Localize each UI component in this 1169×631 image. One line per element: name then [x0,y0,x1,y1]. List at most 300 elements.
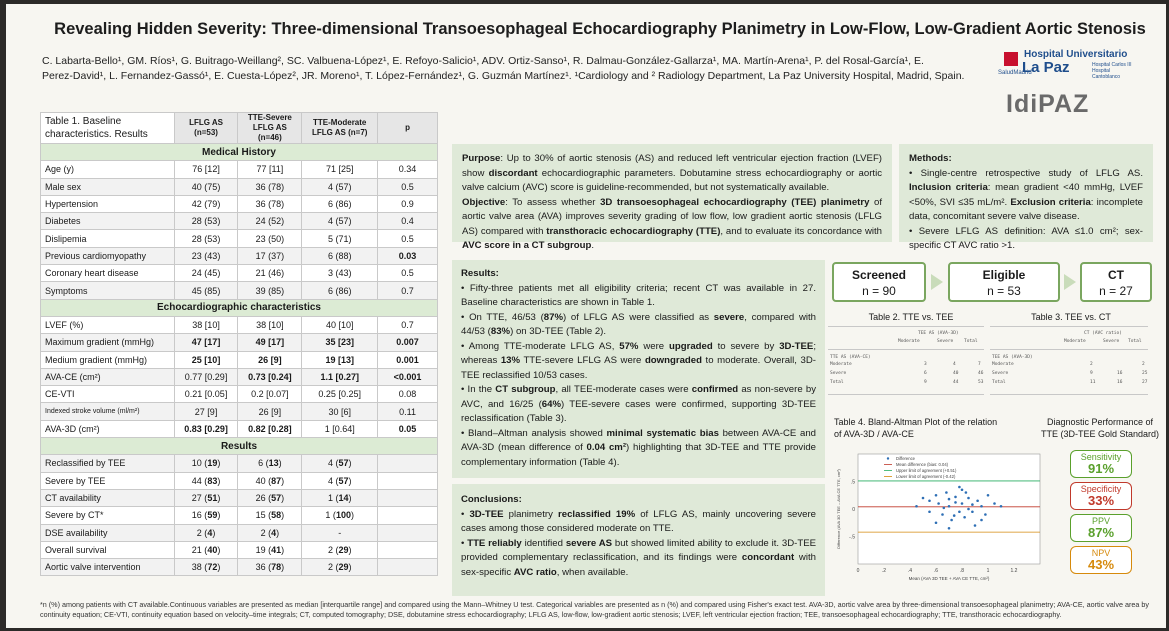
data-point [950,519,953,522]
results-bullet [461,383,816,427]
results-text: ) TEE-severe cases were confirmed, supporting 3D-TEE reclassification (Table 3). [461,398,816,424]
results-bullet: • Fifty-three patients met all eligibility criteria; recent CT was available in 27. Baseline characteristics are shown in Table 1. [461,282,816,308]
objective-text: : To assess whether [505,196,601,208]
hospital-logo-small: Hospital Carlos III Hospital Cantoblanco [1092,62,1132,80]
legend-entry: Upper limit of agreement (+0.51) [896,468,957,473]
table-cell: 46 [978,371,984,376]
table-2-group-header: TEE AS (AVA-3D) [918,331,959,336]
table-cell: 49 [17] [238,334,302,351]
bland-altman-plot [832,446,1050,586]
table-cell: 2 (4) [174,524,238,541]
data-point [937,502,940,505]
table-cell: 28 (53) [174,230,238,247]
table-row [41,455,438,472]
flow-eligible [948,262,1060,302]
flow-screened-label: Screened [851,268,907,282]
table-cell: 0.9 [378,195,438,212]
poster-title: Revealing Hidden Severity: Three-dimensional Transoesophageal Echocardiography Planimetry in Low-Flow, Low-Gradient Aortic Stenosis [54,20,1146,38]
table-cell: 2 (4) [238,524,302,541]
data-point [953,514,956,517]
flow-ct-label: CT [1108,268,1124,282]
results-text: 0.04 cm² [586,442,627,453]
table-cell: 42 (79) [174,195,238,212]
table-cell: 0.5 [378,265,438,282]
data-point [954,501,957,504]
results-text: minimal systematic bias [606,427,719,439]
conclusions-text: identified [521,537,566,549]
table-cell: 47 [17] [174,334,238,351]
row-label: DSE availability [41,524,175,541]
data-point [987,494,990,497]
conclusions-text: , when available. [556,566,629,578]
table-row [41,213,438,230]
table-row [41,472,438,489]
data-point [928,499,931,502]
row-label: Severe [830,371,847,376]
table-cell [378,472,438,489]
table-cell: 40 (87) [238,472,302,489]
table-cell: 24 (45) [174,265,238,282]
results-text: , compared with 44/53 ( [461,311,817,337]
table-cell: 36 (78) [238,559,302,576]
row-label: Total [830,380,844,385]
table-1-caption: Table 1. Baseline characteristics. Results [41,113,175,144]
results-text: between AVA-CE and AVA-3D (mean difference of [461,427,816,453]
divider [828,394,984,395]
table-2-caption: Table 2. TTE vs. TEE [868,312,954,322]
conclusions-text: reclassified 19% [558,508,636,520]
table-cell: 27 [9] [174,403,238,420]
table-cell: 4 (57) [302,178,378,195]
data-point [958,510,961,513]
row-label: Hypertension [41,195,175,212]
results-bullet [461,427,816,471]
table-cell: 30 [6] [302,403,378,420]
table-cell: 21 (46) [238,265,302,282]
table-cell: 11 [1090,380,1096,385]
table-row [41,507,438,524]
table-cell: 0.05 [378,420,438,437]
hospital-logo [996,48,1136,80]
table-cell: 6 (86) [302,195,378,212]
table-cell: 1.1 [0.27] [302,368,378,385]
table-cell: 40 [10] [302,316,378,333]
diagnostic-card [1070,450,1132,478]
table-cell: 2 [1090,362,1093,367]
table-cell: 0.007 [378,334,438,351]
diagnostic-value: 33% [1087,493,1115,508]
table-cell: 0.73 [0.24] [238,368,302,385]
hospital-logo-sub: SaludMadrid [998,70,1032,76]
conclusions-text: concordant [741,552,795,563]
row-label: Reclassified by TEE [41,455,175,472]
results-text: 64% [541,398,561,410]
purpose-box [452,144,892,251]
column-header: p [378,113,438,144]
table-cell: 0.34 [378,161,438,178]
conclusions-text: severe AS [565,537,613,549]
results-title: Results: [461,268,499,279]
data-point [971,510,974,513]
methods-text: : mean gradient <40 mmHg, LVEF <50%, SVI ≤35 mL/m². [909,182,1143,208]
table-3-row-group: TEE AS (AVA-3D) [992,355,1033,360]
methods-text: • Single-centre retrospective study of LFLG AS. [909,167,1143,179]
row-label: Indexed stroke volume (ml/m²) [41,403,175,420]
x-tick-label: .6 [933,568,939,574]
table-cell: 44 [953,380,959,385]
poster [6,4,1166,628]
footnote: *n (%) among patients with CT available.Continuous variables are presented as median [interquartile range] and compared using the Mann–Whitney U test. Categorical variables are presented as n (%) and compared using Fisher's exact test. AVA-3D, aortic valve area by three-dimensional transoesophageal planimetry; AVA-CE, aortic valve area by continuity equation; CE-VTI, continuity equation based on velocity–time integrals; CT, computed tomography; DSE, dobutamine stress echocardiography; LFLG AS, low-flow, low-gradient aortic stenosis; LVEF, left ventricular ejection fraction; TEE, transoesophageal echocardiography; TTE, transthoracic echocardiography. [40,600,1149,619]
row-label: Coronary heart disease [41,265,175,282]
table-3-group-header: CT (AVC ratio) [1084,331,1122,336]
table-cell: 38 [10] [238,316,302,333]
flow-screened [832,262,926,302]
table-2-col-total: Total [964,339,978,344]
table-cell [378,524,438,541]
table-cell: <0.001 [378,368,438,385]
table-cell [378,541,438,558]
table-cell: 16 [1117,380,1123,385]
methods-bullet: • Severe LFLG AS definition: AVA ≤1.0 cm²; sex-specific CT AVC ratio >1. [909,225,1143,251]
purpose-text: : Up to 30% of aortic stenosis (AS) and reduced left ventricular ejection fraction (LVEF) show [462,153,882,179]
row-label: AVA-CE (cm²) [41,368,175,385]
hospital-logo-line1: Hospital Universitario [1024,49,1128,60]
table-1-baseline [40,112,438,576]
data-point [948,498,951,501]
table-cell: 15 (58) [238,507,302,524]
table-row [41,178,438,195]
table-cell: 25 [1142,371,1148,376]
table-row [41,195,438,212]
y-tick-label: .5 [850,479,855,486]
table-cell [378,489,438,506]
table-cell: 4 (57) [302,213,378,230]
legend-entry: Mean difference (bias: 0.04) [896,462,949,467]
table-cell: 39 (85) [238,282,302,299]
table-cell: 71 [25] [302,161,378,178]
row-label: Symptoms [41,282,175,299]
row-label: LVEF (%) [41,316,175,333]
flow-arrow-icon [1064,274,1076,290]
table-row [41,489,438,506]
divider [828,326,984,327]
row-label: Severe [992,371,1009,376]
legend-entry: Lower limit of agreement (-0.42) [896,474,956,479]
table-cell: 40 [953,371,959,376]
table-cell: 0.4 [378,213,438,230]
column-header: LFLG AS (n=53) [174,113,238,144]
table-cell: 36 (78) [238,195,302,212]
results-text: ; whereas [461,340,816,366]
table-cell: 28 (53) [174,213,238,230]
results-text: , all TEE-moderate cases were [555,384,692,395]
author-list [42,54,1002,84]
x-tick-label: .4 [907,568,913,574]
row-label: CE-VTI [41,386,175,403]
table-cell: 25 [10] [174,351,238,368]
row-label: CT availability [41,489,175,506]
row-label: Male sex [41,178,175,195]
table-cell: 45 (85) [174,282,238,299]
table-cell: 10 (19) [174,455,238,472]
table-cell: 0.001 [378,351,438,368]
row-label: Moderate [830,362,852,367]
table-cell: 36 (78) [238,178,302,195]
table-cell: 35 [23] [302,334,378,351]
results-text: 83% [490,326,511,337]
table-cell: 27 [1142,380,1148,385]
data-point [935,494,938,497]
table-cell: 0.21 [0.05] [174,386,238,403]
data-point [971,503,974,506]
row-label: Severe by TEE [41,472,175,489]
section-title: Medical History [41,144,438,161]
flow-eligible-label: Eligible [982,268,1026,282]
table-cell: 6 (86) [302,282,378,299]
table-cell: 3 [924,362,927,367]
results-text: ) on 3D-TEE (Table 2). [510,326,607,337]
methods-bullet [909,167,1143,225]
table-2-row-group: TTE AS (AVA-CE) [830,355,871,360]
hospital-logo-mark [1004,52,1018,66]
conclusions-text: of LFLG AS, mainly uncovering severe cases among those considered moderate on TTE. [461,508,817,534]
results-box [452,260,825,478]
purpose-text: echocardiographic parameters. Dobutamine stress echocardiography or aortic valve calcium (AVC) score is guideline-recommended, but not systematically available. [462,167,882,193]
flow-screened-count: n = 90 [862,284,896,298]
objective-text: of aortic valve area (AVA) improves severity grading of low flow, low gradient aortic stenosis (LFLG AS) compared with [462,196,883,237]
table-cell: 0.08 [378,386,438,403]
purpose-text: discordant [488,167,538,179]
table-cell: 4 [953,362,956,367]
objective-text: . [591,240,595,251]
table-cell: 1 (14) [302,489,378,506]
conclusions-text: with sex-specific [461,552,816,578]
methods-title: Methods: [909,153,952,164]
row-label: Diabetes [41,213,175,230]
table-row [41,541,438,558]
row-label: Previous cardiomyopathy [41,247,175,264]
results-text: confirmed [691,384,739,395]
results-text: downgraded [644,355,702,366]
data-point [922,497,925,500]
data-point [948,527,951,530]
table-cell: 1 (100) [302,507,378,524]
table-cell: 76 [12] [174,161,238,178]
data-point [935,521,938,524]
table-2-col-severe: Severe [937,339,954,344]
table-cell [378,559,438,576]
table-cell [378,455,438,472]
methods-text: Inclusion criteria [909,182,988,193]
x-tick-label: 1 [986,568,990,574]
table-cell: 4 (57) [302,455,378,472]
data-point [954,496,957,499]
table-cell: 4 (57) [302,472,378,489]
table-row [41,559,438,576]
data-point [958,486,961,489]
table-cell: 21 (40) [174,541,238,558]
conclusions-text: planimetry [503,508,559,520]
data-point [976,499,979,502]
results-text: were [638,340,670,352]
data-point [961,488,964,491]
diagnostic-title: Diagnostic Performance of TTE (3D-TEE Gold Standard) [1040,417,1160,439]
table-cell: 2 [1142,362,1145,367]
table-cell: 26 [9] [238,403,302,420]
data-point [967,497,970,500]
data-point [993,502,996,505]
table-cell: 0.82 [0.28] [238,420,302,437]
flow-arrow-icon [931,274,943,290]
table-row [41,334,438,351]
row-label: Total [992,380,1006,385]
row-label: Moderate [992,362,1014,367]
table-cell: 0.7 [378,316,438,333]
table-cell: 9 [924,380,927,385]
results-text: TTE-severe LFLG AS were [520,355,645,366]
section-header [41,299,438,316]
table-1-body [41,144,438,576]
legend-entry: Difference [896,456,916,461]
x-tick-label: .2 [881,568,887,574]
data-point [1000,505,1003,508]
table-cell: 2 (29) [302,559,378,576]
results-text: • In the [461,384,496,395]
row-label: Severe by CT* [41,507,175,524]
table-cell: 17 (37) [238,247,302,264]
table-cell: 0.5 [378,230,438,247]
flow-eligible-count: n = 53 [987,284,1021,298]
results-text: severe [713,311,745,323]
table-cell: 77 [11] [238,161,302,178]
legend-marker [887,457,889,459]
results-text: 3D-TEE [779,340,814,352]
objective-label: Objective [462,196,506,208]
table-cell: 23 (50) [238,230,302,247]
conclusions-text: TTE reliably [467,537,522,549]
results-text: upgraded [669,340,713,352]
diagnostic-card [1070,546,1132,574]
conclusions-text: • [461,537,468,549]
table-cell: 16 [1117,371,1123,376]
data-point [948,505,951,508]
conclusions-bullet [461,508,816,537]
y-tick-label: 0 [852,507,855,513]
table-cell: 3 (43) [302,265,378,282]
purpose-label: Purpose [462,153,501,164]
table-cell: 0.5 [378,178,438,195]
table-row [41,316,438,333]
table-cell: 44 (83) [174,472,238,489]
diagnostic-label: PPV [1091,516,1110,526]
diagnostic-label: Sensitivity [1080,452,1122,462]
table-cell: 6 [924,371,927,376]
table-2-col-moderate: Moderate [898,339,920,344]
y-axis-label: Difference (AVA 3D TEE – AVA CE TTE, cm²) [836,469,841,549]
data-point [943,507,946,510]
table-cell: 26 [9] [238,351,302,368]
results-text: ) highlighting that 3D-TEE and TTE provide complementary information (Table 4). [461,442,816,468]
table-cell: 1 [0.64] [302,420,378,437]
table-4-caption: Table 4. Bland-Altman Plot of the relation of AVA-3D / AVA-CE [834,417,998,439]
table-cell: 0.2 [0.07] [238,386,302,403]
authors-line-2: Perez-David¹, L. Fernandez-Gassó¹, E. Cuesta-López², JR. Moreno¹, T. López-Fernández¹, G. Guzmán Martínez¹. ¹Cardiology and ² Radiology Department, La Paz University Hospital, Madrid, Spain. [42,70,965,82]
x-tick-label: 1.2 [1010,568,1018,574]
methods-box [899,144,1153,251]
data-point [984,513,987,516]
results-text: 13% [500,355,521,366]
divider [990,394,1148,395]
results-text: as non-severe by AVC, and 16/25 ( [461,384,816,410]
table-cell: 53 [978,380,984,385]
diagnostic-value: 43% [1087,557,1115,572]
data-point [980,519,983,522]
section-header [41,144,438,161]
flow-ct [1080,262,1152,302]
results-text: • On TTE, 46/53 ( [461,311,544,323]
x-tick-label: 0 [856,568,860,574]
divider [990,349,1148,350]
data-point [961,502,964,505]
data-point [980,505,983,508]
table-cell: 6 (13) [238,455,302,472]
row-label: Dislipemia [41,230,175,247]
results-text: CT subgroup [495,384,556,395]
table-cell: 38 [10] [174,316,238,333]
data-point [941,513,944,516]
diagnostic-card [1070,514,1132,542]
diagnostic-label: Specificity [1080,484,1122,494]
table-cell: 24 (52) [238,213,302,230]
table-cell: 0.83 [0.29] [174,420,238,437]
results-text: • Among TTE-moderate LFLG AS, [461,340,620,352]
data-point [965,491,968,494]
table-cell: 5 (71) [302,230,378,247]
diagnostic-value: 87% [1087,525,1115,540]
table-3-caption: Table 3. TEE vs. CT [1031,312,1111,322]
conclusions-text: but showed limited ability to exclude it. 3D-TEE provided complementary reclassification, and its findings were [461,537,816,563]
table-cell [378,507,438,524]
results-bullet [461,311,816,340]
section-title: Results [41,438,438,455]
divider [828,349,984,350]
row-label: Aortic valve intervention [41,559,175,576]
conclusions-bullet [461,537,816,581]
x-axis-label: Mean (AVA 3D TEE + AVA CE TTE, cm²) [908,576,990,581]
table-cell: 38 (72) [174,559,238,576]
conclusions-text: 3D-TEE [469,508,504,520]
results-text: 87% [543,311,563,323]
column-header: TTE-Severe LFLG AS (n=46) [238,113,302,144]
table-3-col-total: Total [1128,339,1142,344]
methods-text: : incomplete data, concomitant severe valve disease. [909,196,1143,222]
results-text: • Bland–Altman analysis showed [461,427,607,439]
data-point [928,510,931,513]
diagnostic-value: 91% [1087,461,1115,476]
row-label: Age (y) [41,161,175,178]
table-cell: 19 (41) [238,541,302,558]
table-cell: 2 (29) [302,541,378,558]
results-text: to moderate. Overall, 3D-TEE reclassified 10/53 cases. [461,355,816,381]
table-cell: 9 [1090,371,1093,376]
table-cell: 0.7 [378,282,438,299]
table-row [41,247,438,264]
data-point [974,524,977,527]
table-cell: 40 (75) [174,178,238,195]
row-label: Maximum gradient (mmHg) [41,334,175,351]
section-title: Echocardiographic characteristics [41,299,438,316]
results-text: 57% [619,340,639,352]
